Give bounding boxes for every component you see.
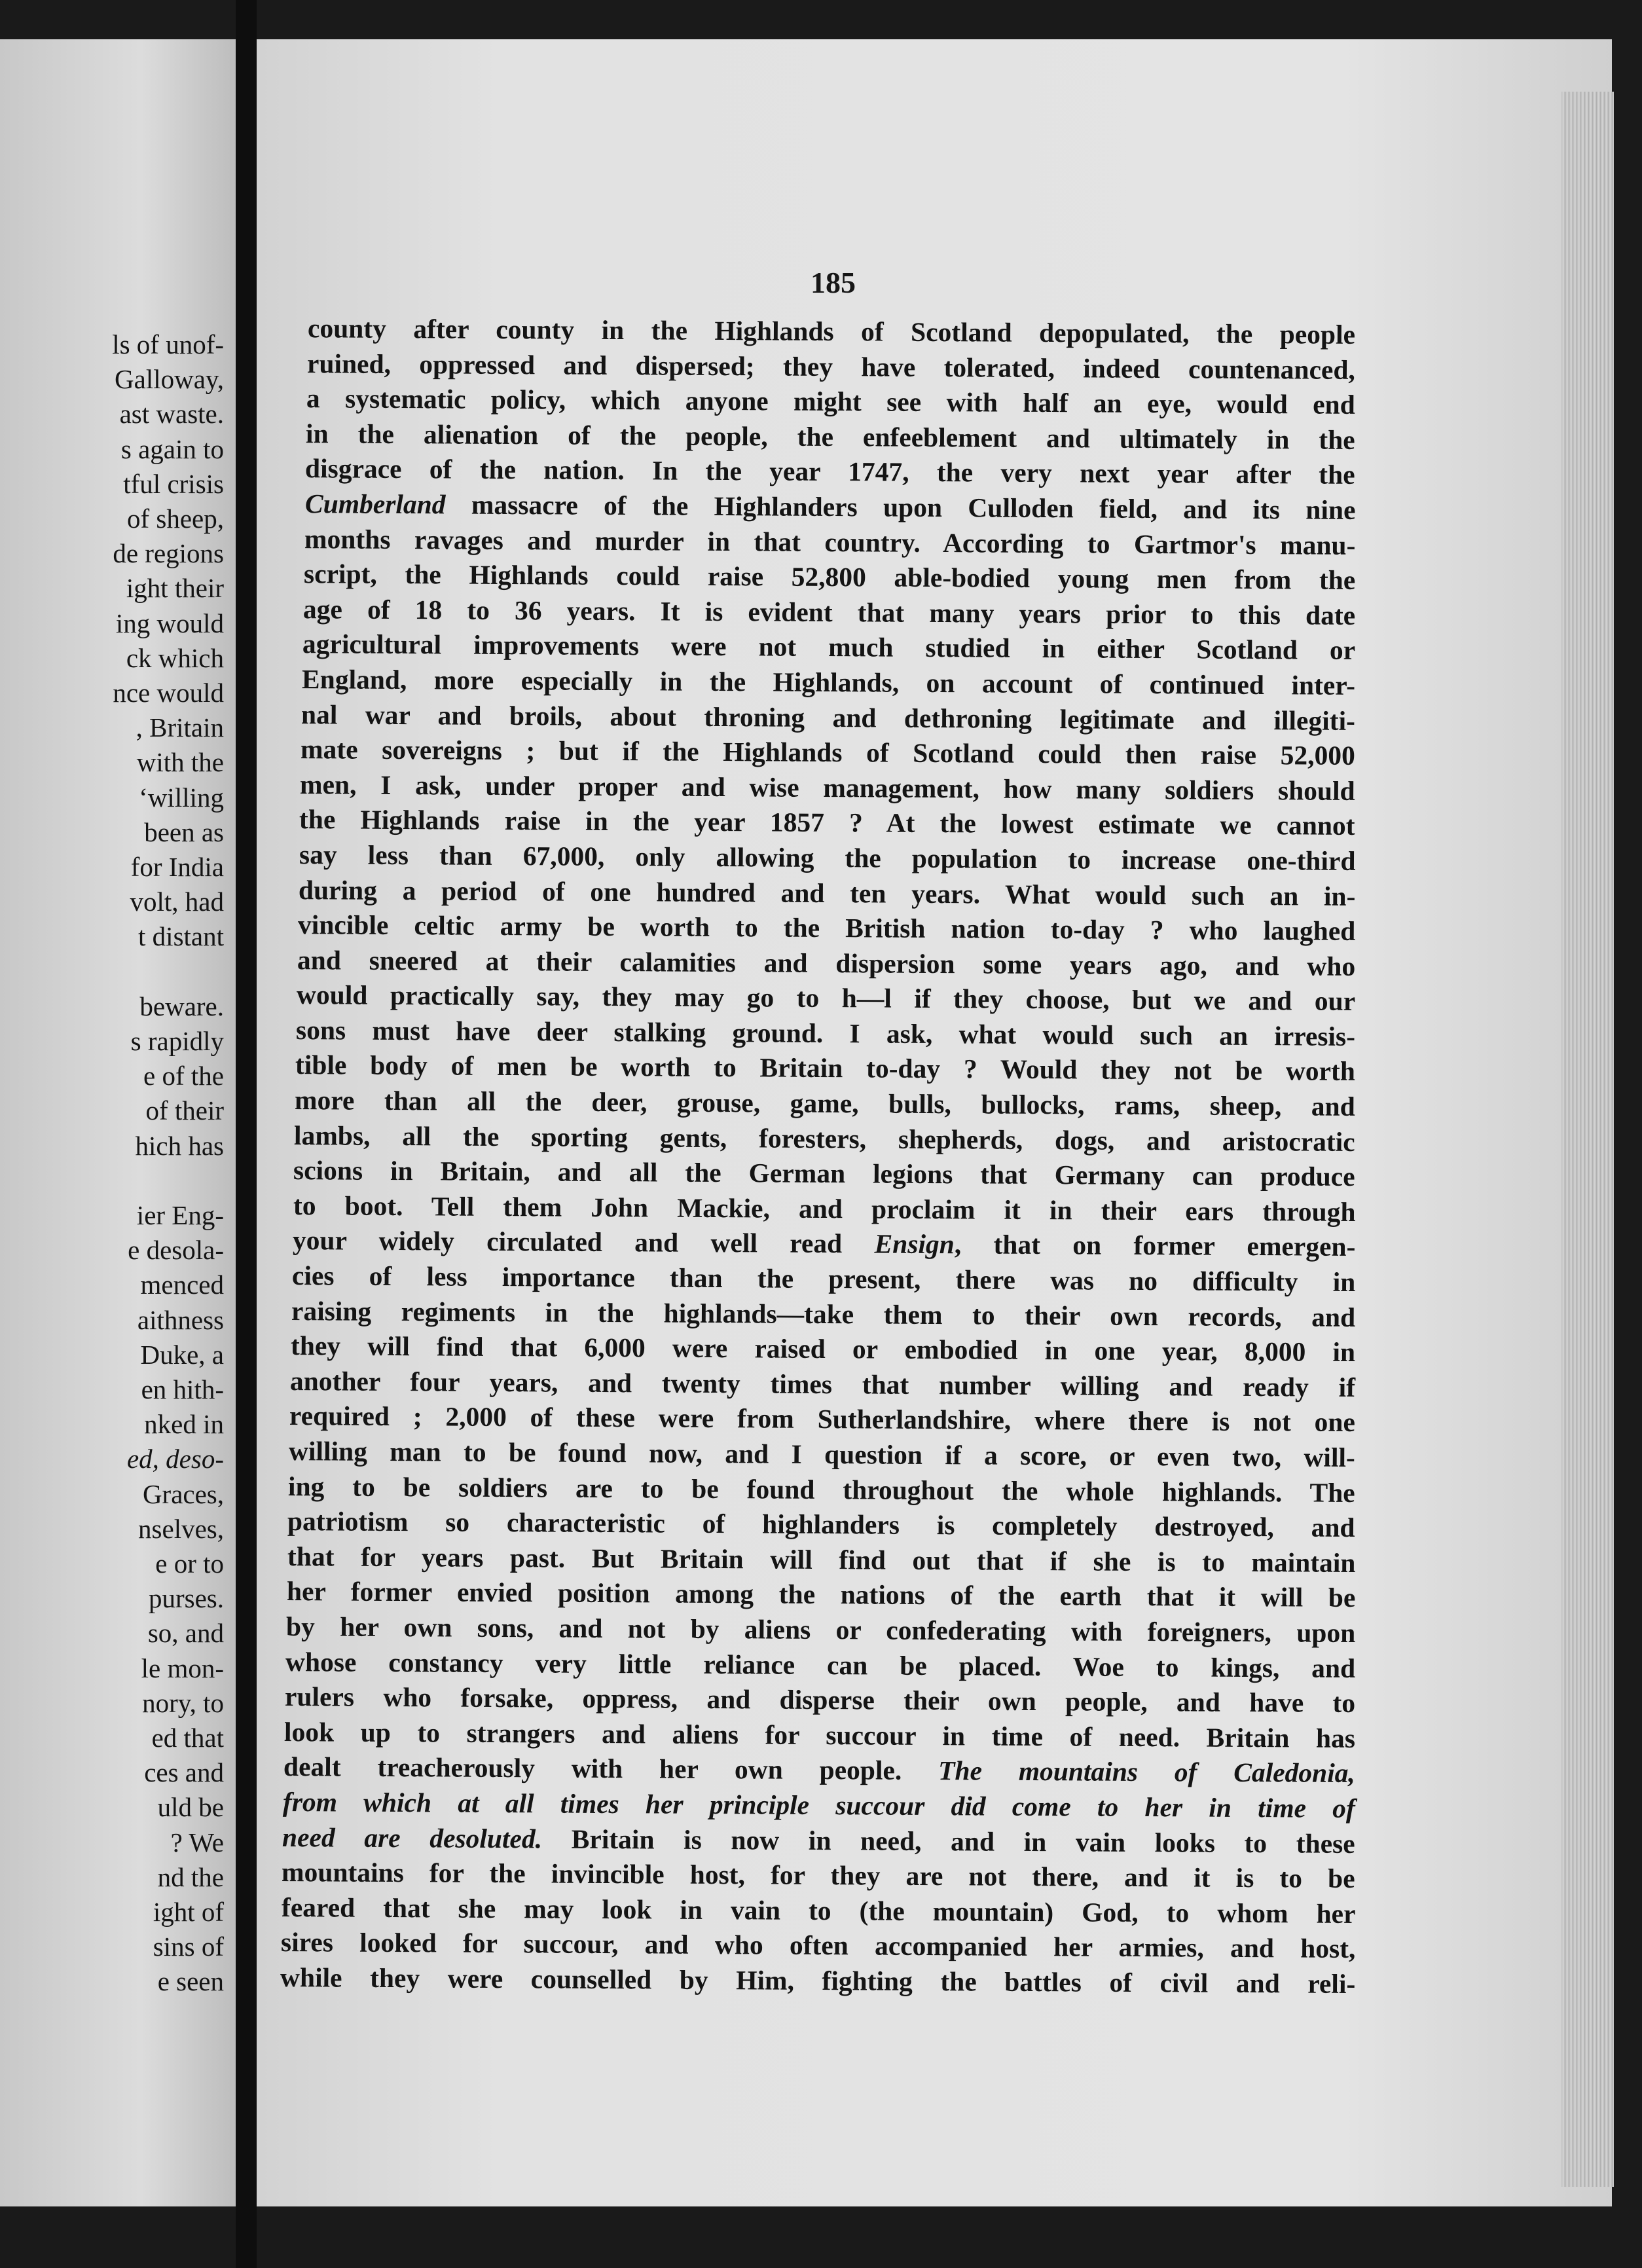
left-page-line: nd the [157, 1861, 224, 1892]
left-page-line: e seen [157, 1966, 224, 1997]
text-line: raising regiments in the highlands—take them to their own records, and [291, 1295, 1356, 1332]
text-line: while they were counselled by Him, fighting the battles of civil and reli- [280, 1962, 1356, 1999]
text-line: agricultural improvements were not much studied in either Scotland or [302, 629, 1356, 666]
text-line: by her own sons, and not by aliens or confederating with foreigners, upon [285, 1611, 1356, 1648]
left-page-line: e of the [143, 1061, 224, 1091]
text-line: ing to be soldiers are to be found throughout the whole highlands. The [288, 1471, 1356, 1508]
left-page-line: beware. [139, 991, 224, 1021]
text-line: would practically say, they may go to h—l if they choose, but we and our [296, 979, 1356, 1017]
left-page-line: been as [144, 816, 224, 847]
text-line: Cumberland massacre of the Highlanders upon Culloden field, and its nine [304, 488, 1356, 525]
left-page-line: tful crisis [123, 468, 224, 499]
book-gutter [236, 0, 257, 2268]
left-page-line: ls of unof- [112, 329, 224, 359]
text-line: say less than 67,000, only allowing the population to increase one-third [299, 839, 1356, 876]
text-line: sires looked for succour, and who often accompanied her armies, and host, [280, 1927, 1356, 1964]
left-page-line: de regions [113, 538, 224, 569]
left-page-line: so, and [147, 1618, 224, 1649]
left-page-line: ‘willing [139, 782, 224, 813]
text-line: a systematic policy, which anyone might see with half an eye, would end [306, 383, 1356, 420]
left-page-line: with the [136, 747, 224, 778]
text-line: disgrace of the nation. In the year 1747, the very next year after the [305, 453, 1356, 490]
left-page-line: volt, had [130, 887, 224, 917]
left-page-line: ed that [151, 1723, 224, 1753]
text-line: feared that she may look in vain to (the mountain) God, to whom her [281, 1892, 1356, 1929]
left-page-line: , Britain [136, 712, 224, 743]
text-line: your widely circulated and well read Ensign, that on former emergen- [292, 1225, 1356, 1262]
text-line: from which at all times her principle succour did come to her in time of [283, 1786, 1356, 1823]
text-line: during a period of one hundred and ten years. What would such an in- [298, 874, 1356, 911]
left-page-line: s rapidly [130, 1026, 224, 1056]
text-line: more than all the deer, grouse, game, bulls, bullocks, rams, sheep, and [295, 1085, 1356, 1122]
text-line: nal war and broils, about throning and dethroning legitimate and illegiti- [301, 699, 1356, 736]
left-page-line: Graces, [142, 1478, 224, 1509]
text-line: dealt treacherously with her own people. The mountains of Caledonia, [283, 1751, 1356, 1789]
text-line: look up to strangers and aliens for succour in time of need. Britain has [283, 1716, 1356, 1753]
left-page-line: s again to [120, 433, 224, 464]
text-line: whose constancy very little reliance can be placed. Woe to kings, and [285, 1646, 1356, 1683]
left-page-line: ck which [126, 642, 224, 673]
left-page-line: of their [145, 1095, 224, 1126]
text-line: scions in Britain, and all the German legions that Germany can produce [293, 1155, 1356, 1192]
left-page-line: le mon- [141, 1653, 224, 1683]
text-line: mountains for the invincible host, for they are not there, and it is to be [282, 1857, 1356, 1894]
left-page-line: ast waste. [119, 399, 224, 430]
left-page-line: ier Eng- [136, 1200, 224, 1230]
left-page-line: menced [140, 1270, 224, 1300]
text-line: they will find that 6,000 were raised or embodied in one year, 8,000 in [290, 1330, 1356, 1368]
text-line: sons must have deer stalking ground. I ask, what would such an irresis- [295, 1014, 1356, 1052]
left-page-line: ces and [144, 1757, 224, 1788]
text-line: rulers who forsake, oppress, and disperse their own people, and have to [284, 1681, 1356, 1719]
text-line: to boot. Tell them John Mackie, and proclaim it in their ears through [293, 1190, 1356, 1227]
text-line: another four years, and twenty times that number willing and ready if [289, 1365, 1356, 1402]
text-line: lambs, all the sporting gents, foresters, shepherds, dogs, and aristocratic [294, 1120, 1356, 1157]
left-page [0, 39, 236, 2206]
left-page-line: nory, to [142, 1687, 224, 1718]
left-page-line: en hith- [141, 1374, 224, 1404]
left-page-line: nselves, [138, 1513, 224, 1544]
left-page-line: ight of [153, 1897, 224, 1927]
text-line: ruined, oppressed and dispersed; they have tolerated, indeed countenanced, [306, 348, 1356, 385]
left-page-line: e or to [155, 1548, 224, 1579]
left-page-line: ing would [115, 608, 224, 638]
left-page-line: of sheep, [126, 503, 224, 534]
text-line: in the alienation of the people, the enfeeblement and ultimately in the [306, 418, 1356, 455]
left-page-line: hich has [135, 1130, 224, 1161]
text-line: England, more especially in the Highlands, on account of continued inter- [301, 664, 1356, 701]
text-line: tible body of men be worth to Britain to-day ? Would they not be worth [295, 1050, 1356, 1087]
text-line: mate sovereigns ; but if the Highlands of Scotland could then raise 52,000 [301, 734, 1356, 771]
left-page-line: uld be [157, 1792, 224, 1823]
left-page-line: aithness [137, 1304, 224, 1335]
text-line: that for years past. But Britain will find out that if she is to maintain [287, 1541, 1356, 1578]
left-page-line: Duke, a [140, 1339, 224, 1370]
text-line: county after county in the Highlands of Scotland depopulated, the people [307, 313, 1356, 350]
left-page-line: e desola- [128, 1235, 224, 1266]
text-line: willing man to be found now, and I question if a score, or even two, will- [289, 1436, 1356, 1472]
left-page-line: purses. [148, 1583, 224, 1614]
text-line: cies of less importance than the present, there was no difficulty in [291, 1260, 1356, 1297]
text-line: her former envied position among the nations of the earth that it will be [286, 1576, 1356, 1613]
text-line: months ravages and murder in that country. According to Gartmor's manu- [304, 523, 1356, 560]
text-line: men, I ask, under proper and wise management, how many soldiers should [300, 769, 1356, 806]
left-page-line: nce would [113, 678, 224, 708]
page-edge [1561, 92, 1614, 2187]
text-line: and sneered at their calamities and dispersion some years ago, and who [297, 944, 1356, 981]
text-line: age of 18 to 36 years. It is evident that many years prior to this date [302, 593, 1356, 631]
text-line: patriotism so characteristic of highlanders is completely destroyed, and [287, 1506, 1356, 1543]
left-page-line: ed, deso- [126, 1444, 224, 1474]
text-line: the Highlands raise in the year 1857 ? At the lowest estimate we cannot [299, 804, 1356, 841]
left-page-line: for India [130, 852, 224, 882]
page-number: 185 [811, 266, 856, 299]
left-page-line: ight their [126, 573, 224, 604]
text-line: required ; 2,000 of these were from Sutherlandshire, where there is not one [289, 1400, 1356, 1438]
body-text [280, 313, 1356, 1999]
text-line: script, the Highlands could raise 52,800 able-bodied young men from the [303, 558, 1356, 596]
left-page-line: Galloway, [115, 364, 224, 395]
left-page-line: sins of [153, 1931, 224, 1962]
text-line: vincible celtic army be worth to the British nation to-day ? who laughed [297, 909, 1356, 947]
left-page-line: t distant [138, 921, 224, 952]
left-page-line: nked in [144, 1409, 224, 1440]
left-page-line: ? We [170, 1827, 224, 1857]
text-line: need are desoluted. Britain is now in need, and in vain looks to these [282, 1821, 1356, 1859]
